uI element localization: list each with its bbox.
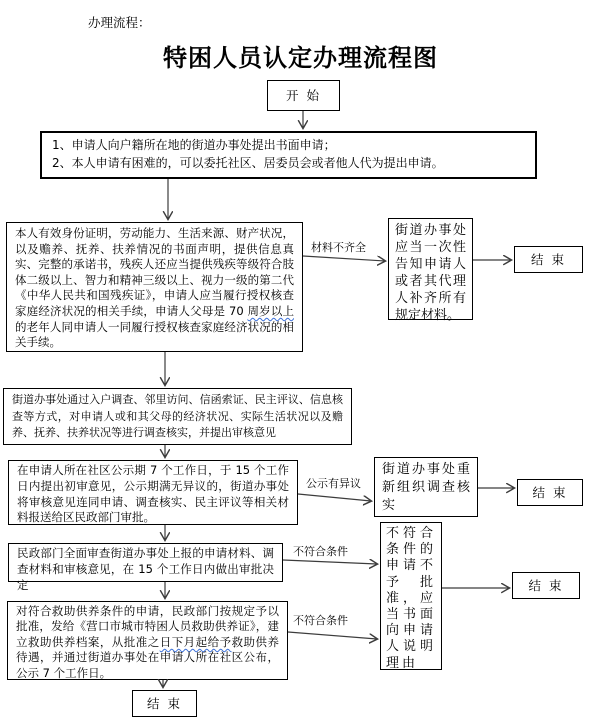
materials-incomplete-label: 材料不齐全 (311, 241, 366, 254)
start-node: 开 始 (267, 80, 340, 111)
end-node-1: 结 束 (514, 246, 583, 273)
reject-node: 不符合条件的申请不予批准，应当书面向申请人说明理由 (380, 522, 442, 670)
not-eligible-label-2: 不符合条件 (293, 614, 348, 627)
arrow-materials-to-notify (303, 256, 385, 261)
materials-node (6, 222, 303, 352)
not-eligible-label-1: 不符合条件 (293, 545, 348, 558)
apply-line-2: 2、本人申请有困难的，可以委托社区、居委员会或者他人代为提出申请。 (52, 156, 444, 170)
materials-wavy-text: 周岁以上 (247, 303, 294, 318)
approve-text-tail: 救助供养待遇，并通过街道办事处在申请人所在社区公布，公示 7 个工作日。 (16, 634, 280, 680)
materials-text: 本人有效身份证明，劳动能力、生活来源、财产状况，以及赡养、抚养、扶养情况的书面声明，提供信息真实、完整的承诺书，残疾人还应当提供残疾等级符合肢体二级以上、智力和精神三级以上、视力一级的第二代《中华人民共和国残疾证》，申请人应当履行授权核查家庭经济状况的相关手续，申请人父母是 70 (15, 226, 294, 318)
arrow-publicity-to-recheck (298, 494, 371, 501)
publicity-node: 在申请人所在社区公示期 7 个工作日，于 15 个工作日内提出初审意见，公示期满无异议的，街道办事处将审核意见连同申请、调查核实、民主评议等相关材料报送给区民政部门审批。 (8, 460, 298, 525)
recheck-node: 街道办事处重新组织调查核实 (374, 457, 478, 517)
materials-text-tail: 的老年人同申请人一同履行授权核查家庭经济状况的相关手续。 (15, 319, 294, 350)
apply-node (40, 131, 537, 179)
publicity-objection-label: 公示有异议 (306, 477, 361, 490)
end-node-2: 结 束 (517, 479, 583, 506)
arrow-review-to-reject (283, 560, 377, 564)
end-node-3: 结 束 (512, 572, 580, 599)
apply-line-1: 1、申请人向户籍所在地的街道办事处提出书面申请； (52, 138, 336, 152)
investigate-node: 街道办事处通过入户调查、邻里访问、信函索证、民主评议、信息核查等方式，对申请人或和其父母的经济状况、实际生活状况以及赡养、抚养、扶养状况等进行调查核实，并提出审核意见 (3, 388, 352, 445)
arrow-approve-to-reject (288, 632, 377, 639)
review-node: 民政部门全面审查街道办事处上报的申请材料、调查材料和审核意见，在 15 个工作日内做出审批决定 (8, 543, 283, 582)
approve-wavy-text: 日下月起给予 (159, 634, 232, 649)
page-title: 特困人员认定办理流程图 (163, 43, 438, 72)
lead-label: 办理流程： (88, 15, 151, 30)
approve-text: 对符合救助供养条件的申请，民政部门按规定予以批准，发给《营口市城市特困人员救助供养证》，建立救助供养档案，从批准之 (16, 604, 279, 649)
end-node-final: 结 束 (132, 690, 197, 717)
approve-node (7, 601, 288, 680)
notify-node: 街道办事处应当一次性告知申请人或者其代理人补齐所有规定材料。 (388, 218, 473, 320)
